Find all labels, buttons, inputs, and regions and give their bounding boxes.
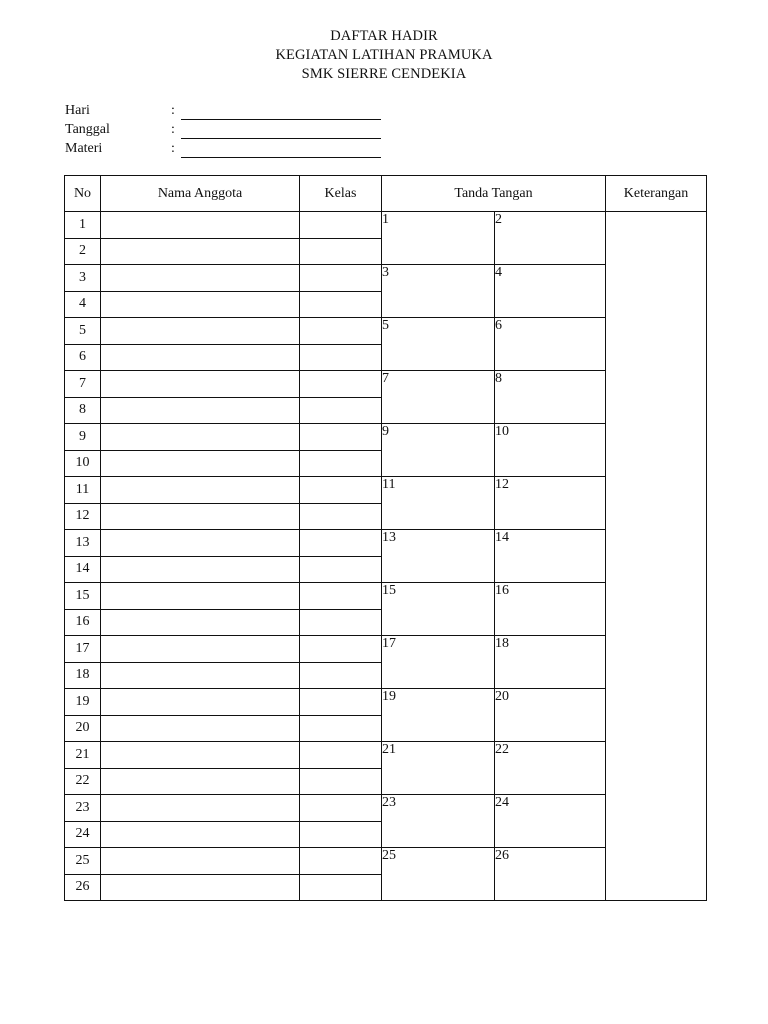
signature-cell[interactable]: 9 bbox=[382, 424, 495, 477]
class-cell[interactable] bbox=[300, 583, 382, 610]
table-row bbox=[65, 212, 707, 239]
field-label: Hari bbox=[65, 103, 90, 118]
member-name-cell[interactable] bbox=[101, 291, 300, 318]
column-header-class: Kelas bbox=[300, 176, 382, 212]
document-header bbox=[0, 27, 768, 84]
column-header-signature: Tanda Tangan bbox=[382, 176, 606, 212]
class-cell[interactable] bbox=[300, 344, 382, 371]
school-name: SMK SIERRE CENDEKIA bbox=[301, 66, 467, 82]
member-name-cell[interactable] bbox=[101, 238, 300, 265]
signature-cell[interactable]: 20 bbox=[495, 689, 606, 742]
row-number: 23 bbox=[65, 795, 101, 822]
row-number: 26 bbox=[65, 874, 101, 901]
table-header-row bbox=[65, 176, 707, 212]
row-number: 11 bbox=[65, 477, 101, 504]
class-cell[interactable] bbox=[300, 503, 382, 530]
column-header-note: Keterangan bbox=[606, 176, 707, 212]
class-cell[interactable] bbox=[300, 265, 382, 292]
row-number: 14 bbox=[65, 556, 101, 583]
member-name-cell[interactable] bbox=[101, 503, 300, 530]
row-number: 10 bbox=[65, 450, 101, 477]
row-number: 9 bbox=[65, 424, 101, 451]
class-cell[interactable] bbox=[300, 556, 382, 583]
row-number: 20 bbox=[65, 715, 101, 742]
class-cell[interactable] bbox=[300, 636, 382, 663]
column-header-no: No bbox=[65, 176, 101, 212]
class-cell[interactable] bbox=[300, 291, 382, 318]
member-name-cell[interactable] bbox=[101, 874, 300, 901]
attendance-table bbox=[64, 175, 707, 901]
row-number: 16 bbox=[65, 609, 101, 636]
member-name-cell[interactable] bbox=[101, 212, 300, 239]
member-name-cell[interactable] bbox=[101, 583, 300, 610]
member-name-cell[interactable] bbox=[101, 556, 300, 583]
class-cell[interactable] bbox=[300, 848, 382, 875]
member-name-cell[interactable] bbox=[101, 742, 300, 769]
member-name-cell[interactable] bbox=[101, 821, 300, 848]
class-cell[interactable] bbox=[300, 212, 382, 239]
signature-cell[interactable]: 6 bbox=[495, 318, 606, 371]
column-header-name: Nama Anggota bbox=[101, 176, 300, 212]
field-blank-line[interactable] bbox=[181, 119, 381, 120]
document-title: DAFTAR HADIR bbox=[330, 28, 438, 44]
row-number: 15 bbox=[65, 583, 101, 610]
field-blank-line[interactable] bbox=[181, 157, 381, 158]
member-name-cell[interactable] bbox=[101, 424, 300, 451]
row-number: 2 bbox=[65, 238, 101, 265]
field-colon: : bbox=[171, 141, 175, 156]
member-name-cell[interactable] bbox=[101, 689, 300, 716]
signature-cell[interactable]: 14 bbox=[495, 530, 606, 583]
signature-cell[interactable]: 11 bbox=[382, 477, 495, 530]
member-name-cell[interactable] bbox=[101, 344, 300, 371]
signature-cell[interactable]: 8 bbox=[495, 371, 606, 424]
field-colon: : bbox=[171, 122, 175, 137]
row-number: 18 bbox=[65, 662, 101, 689]
signature-cell[interactable]: 2 bbox=[495, 212, 606, 265]
class-cell[interactable] bbox=[300, 795, 382, 822]
signature-cell[interactable]: 15 bbox=[382, 583, 495, 636]
field-colon: : bbox=[171, 103, 175, 118]
class-cell[interactable] bbox=[300, 742, 382, 769]
row-number: 17 bbox=[65, 636, 101, 663]
row-number: 8 bbox=[65, 397, 101, 424]
member-name-cell[interactable] bbox=[101, 530, 300, 557]
member-name-cell[interactable] bbox=[101, 662, 300, 689]
member-name-cell[interactable] bbox=[101, 450, 300, 477]
signature-cell[interactable]: 23 bbox=[382, 795, 495, 848]
member-name-cell[interactable] bbox=[101, 609, 300, 636]
signature-cell[interactable]: 12 bbox=[495, 477, 606, 530]
note-cell[interactable] bbox=[606, 212, 707, 901]
class-cell[interactable] bbox=[300, 371, 382, 398]
row-number: 19 bbox=[65, 689, 101, 716]
row-number: 3 bbox=[65, 265, 101, 292]
document-subtitle: KEGIATAN LATIHAN PRAMUKA bbox=[275, 47, 493, 63]
class-cell[interactable] bbox=[300, 609, 382, 636]
signature-cell[interactable]: 13 bbox=[382, 530, 495, 583]
class-cell[interactable] bbox=[300, 662, 382, 689]
row-number: 25 bbox=[65, 848, 101, 875]
signature-cell[interactable]: 4 bbox=[495, 265, 606, 318]
signature-cell[interactable]: 22 bbox=[495, 742, 606, 795]
signature-cell[interactable]: 26 bbox=[495, 848, 606, 901]
row-number: 4 bbox=[65, 291, 101, 318]
row-number: 22 bbox=[65, 768, 101, 795]
signature-cell[interactable]: 21 bbox=[382, 742, 495, 795]
member-name-cell[interactable] bbox=[101, 636, 300, 663]
class-cell[interactable] bbox=[300, 397, 382, 424]
member-name-cell[interactable] bbox=[101, 371, 300, 398]
member-name-cell[interactable] bbox=[101, 848, 300, 875]
member-name-cell[interactable] bbox=[101, 477, 300, 504]
row-number: 6 bbox=[65, 344, 101, 371]
signature-cell[interactable]: 16 bbox=[495, 583, 606, 636]
class-cell[interactable] bbox=[300, 424, 382, 451]
class-cell[interactable] bbox=[300, 715, 382, 742]
row-number: 1 bbox=[65, 212, 101, 239]
row-number: 12 bbox=[65, 503, 101, 530]
row-number: 13 bbox=[65, 530, 101, 557]
member-name-cell[interactable] bbox=[101, 318, 300, 345]
field-blank-line[interactable] bbox=[181, 138, 381, 139]
class-cell[interactable] bbox=[300, 530, 382, 557]
signature-cell[interactable]: 7 bbox=[382, 371, 495, 424]
member-name-cell[interactable] bbox=[101, 715, 300, 742]
member-name-cell[interactable] bbox=[101, 397, 300, 424]
class-cell[interactable] bbox=[300, 318, 382, 345]
signature-cell[interactable]: 25 bbox=[382, 848, 495, 901]
field-label: Tanggal bbox=[65, 122, 110, 137]
table-body bbox=[65, 212, 707, 901]
class-cell[interactable] bbox=[300, 821, 382, 848]
member-name-cell[interactable] bbox=[101, 795, 300, 822]
signature-cell[interactable]: 10 bbox=[495, 424, 606, 477]
class-cell[interactable] bbox=[300, 874, 382, 901]
field-label: Materi bbox=[65, 141, 103, 156]
class-cell[interactable] bbox=[300, 450, 382, 477]
signature-cell[interactable]: 18 bbox=[495, 636, 606, 689]
row-number: 24 bbox=[65, 821, 101, 848]
member-name-cell[interactable] bbox=[101, 265, 300, 292]
signature-cell[interactable]: 1 bbox=[382, 212, 495, 265]
signature-cell[interactable]: 5 bbox=[382, 318, 495, 371]
class-cell[interactable] bbox=[300, 689, 382, 716]
row-number: 5 bbox=[65, 318, 101, 345]
signature-cell[interactable]: 17 bbox=[382, 636, 495, 689]
row-number: 7 bbox=[65, 371, 101, 398]
signature-cell[interactable]: 19 bbox=[382, 689, 495, 742]
member-name-cell[interactable] bbox=[101, 768, 300, 795]
signature-cell[interactable]: 3 bbox=[382, 265, 495, 318]
row-number: 21 bbox=[65, 742, 101, 769]
class-cell[interactable] bbox=[300, 768, 382, 795]
class-cell[interactable] bbox=[300, 238, 382, 265]
class-cell[interactable] bbox=[300, 477, 382, 504]
signature-cell[interactable]: 24 bbox=[495, 795, 606, 848]
